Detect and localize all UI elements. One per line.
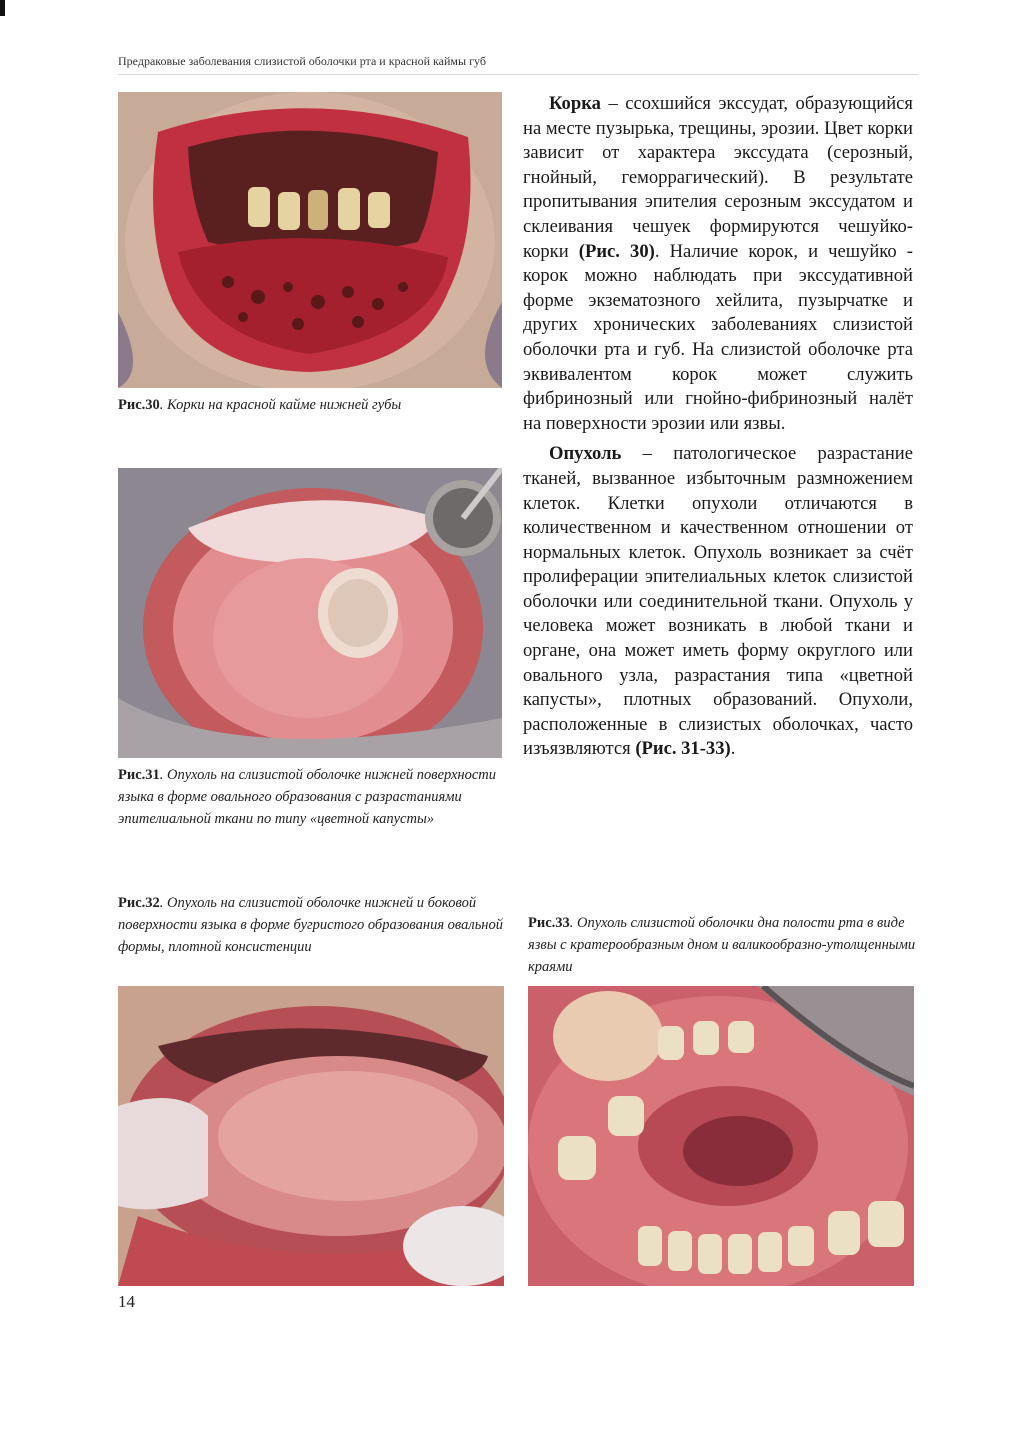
figure-33-photo — [528, 986, 914, 1286]
figure-30-caption — [118, 394, 508, 416]
figure-30-label: Рис.30 — [118, 397, 160, 413]
page-number: 14 — [118, 1292, 135, 1311]
paragraph-crust — [523, 92, 913, 436]
figure-32-label: Рис.32 — [118, 895, 160, 911]
body-text-column — [523, 92, 913, 768]
header-rule — [118, 74, 918, 75]
figure-30-caption-text: . Корки на красной кайме нижней губы — [159, 397, 402, 413]
paragraph-tumour-text-1: – патологическое разрастание тканей, вызванное избыточным размножением клеток. Клетки опухоли отличаются в количественном и качественном отношении от нормальных клеток. Опухоль возникает за счёт пролиферации эпителиальных клеток слизистой оболочки или соединительной ткани. Опухоль у человека может возникать в любой ткани и органе, она может иметь форму округлого или овального узла, разрастания типа «цветной капусты», плотных образований. Опухоли, расположенные в слизистых оболочках, часто изъязвляются — [523, 443, 913, 760]
paragraph-tumour — [523, 442, 913, 762]
figure-32-caption — [118, 892, 508, 958]
figure-31-photo — [118, 468, 502, 758]
figure-31-caption — [118, 764, 508, 830]
paragraph-tumour-text-2: . — [730, 738, 736, 760]
figure-31-label: Рис.31 — [118, 767, 160, 783]
running-head: Предраковые заболевания слизистой оболочки рта и красной каймы губ — [118, 54, 486, 68]
figure-32-photo — [118, 986, 504, 1286]
figure-ref-31-33: (Рис. 31-33) — [635, 738, 731, 760]
figure-32-caption-text: . Опухоль на слизистой оболочке нижней и боковой поверхности языка в форме бугристого образования овальной формы, плотной консистенции — [118, 895, 503, 955]
figure-ref-30: (Рис. 30) — [578, 240, 655, 262]
paragraph-crust-text-2: . Наличие корок, и чешуйко - корок можно наблюдать при экссудативной форме экзематозного хейлита, пузырчатке и других хронических заболеваниях слизистой оболочки рта и губ. На слизистой оболочке рта эквивалентом корок может служить фибринозный или гнойно-фибринозный налёт на поверхности эрозии или язвы. — [523, 240, 913, 434]
figure-33-caption-text: . Опухоль слизистой оболочки дна полости рта в виде язвы с кратерообразным дном и валикообразно-утолщенными краями — [528, 915, 916, 975]
page-edge-mark — [0, 0, 5, 16]
figure-33-label: Рис.33 — [528, 915, 570, 931]
paragraph-crust-text-1: – ссохшийся экссудат, образующийся на месте пузырька, трещины, эрозии. Цвет корки зависит от характера экссудата (серозный, гнойный, геморрагический). В результате пропитывания эпителия серозным экссудатом и склеивания чешуек формируются чешуйко-корки — [523, 93, 913, 262]
term-tumour: Опухоль — [549, 443, 622, 465]
figure-31-caption-text: . Опухоль на слизистой оболочке нижней поверхности языка в форме овального образования с разрастаниями эпителиальной ткани по типу «цветной капусты» — [118, 767, 497, 827]
figure-30-photo — [118, 92, 502, 388]
figure-33-caption — [528, 912, 918, 978]
term-crust: Корка — [549, 93, 601, 114]
